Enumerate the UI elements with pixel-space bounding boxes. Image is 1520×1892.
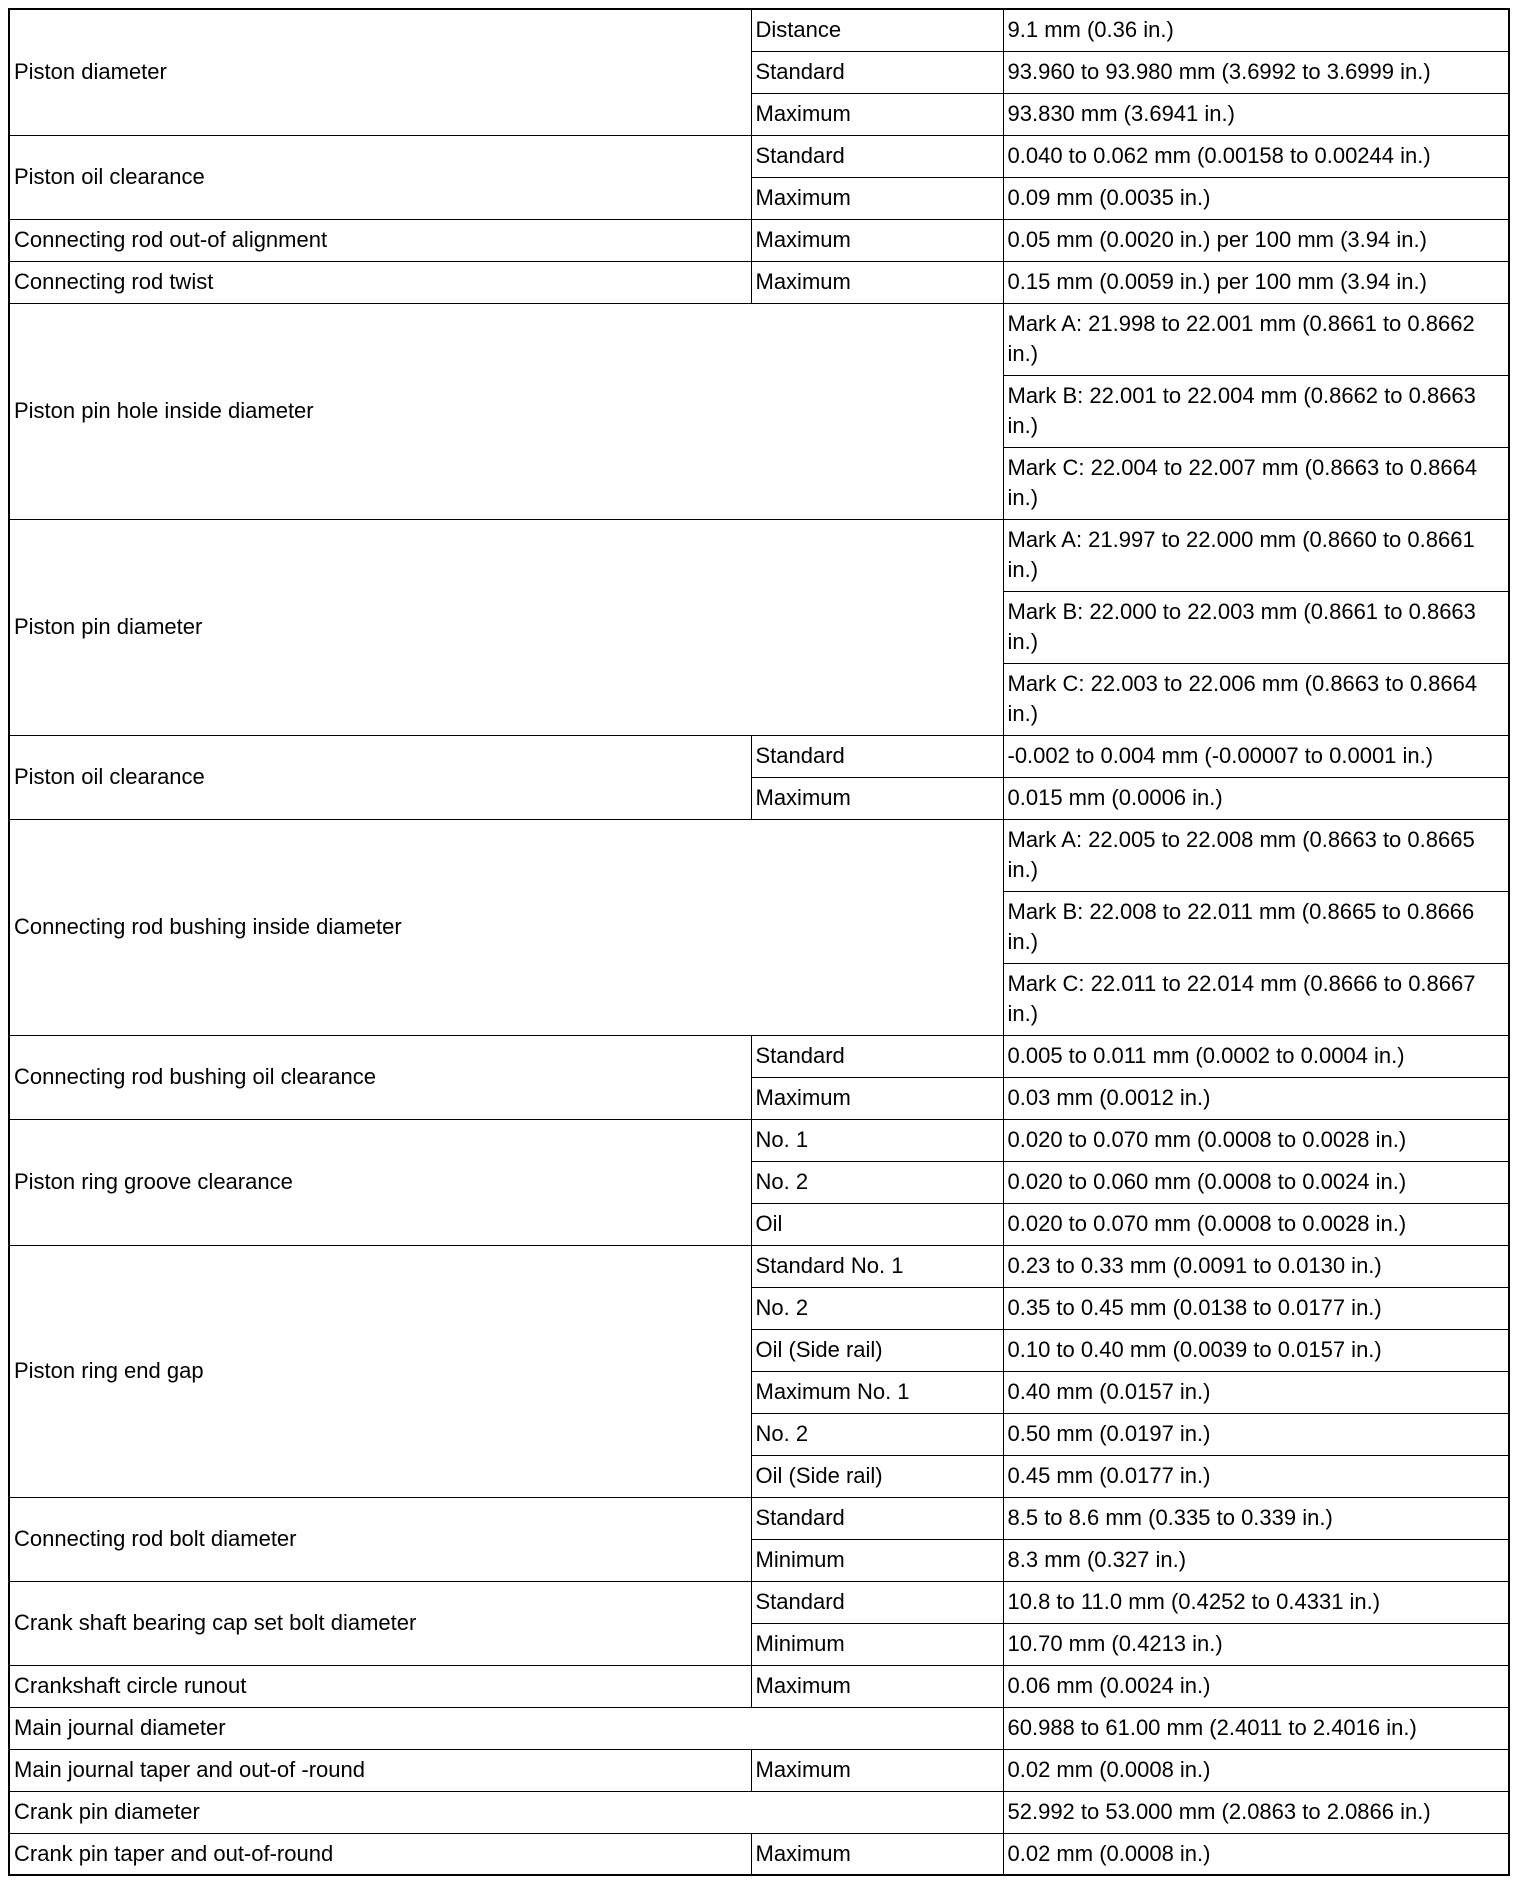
specification-table [8, 8, 1510, 1876]
spec-value-cell: 0.02 mm (0.0008 in.) [1003, 1833, 1509, 1875]
spec-item-cell: Connecting rod bolt diameter [9, 1497, 751, 1581]
spec-value-cell: 0.45 mm (0.0177 in.) [1003, 1455, 1509, 1497]
spec-item-cell: Connecting rod bushing oil clearance [9, 1035, 751, 1119]
spec-value-cell: 0.15 mm (0.0059 in.) per 100 mm (3.94 in.) [1003, 261, 1509, 303]
spec-item-cell: Crank pin taper and out-of-round [9, 1833, 751, 1875]
table-row [9, 1119, 1509, 1161]
spec-value-cell: 0.020 to 0.060 mm (0.0008 to 0.0024 in.) [1003, 1161, 1509, 1203]
spec-value-cell: Mark A: 22.005 to 22.008 mm (0.8663 to 0.8665 in.) [1003, 819, 1509, 891]
table-row [9, 1749, 1509, 1791]
spec-value-cell: 93.830 mm (3.6941 in.) [1003, 93, 1509, 135]
spec-item-cell: Crankshaft circle runout [9, 1665, 751, 1707]
spec-condition-cell: Oil [751, 1203, 1003, 1245]
table-row [9, 9, 1509, 51]
spec-value-cell: Mark B: 22.001 to 22.004 mm (0.8662 to 0.8663 in.) [1003, 375, 1509, 447]
table-row [9, 1245, 1509, 1287]
spec-value-cell: Mark A: 21.997 to 22.000 mm (0.8660 to 0.8661 in.) [1003, 519, 1509, 591]
spec-condition-cell: Standard [751, 1497, 1003, 1539]
spec-condition-cell: No. 2 [751, 1413, 1003, 1455]
spec-condition-cell: Standard No. 1 [751, 1245, 1003, 1287]
table-row [9, 1665, 1509, 1707]
spec-condition-cell: No. 1 [751, 1119, 1003, 1161]
spec-condition-cell: Maximum [751, 1077, 1003, 1119]
spec-value-cell: 8.5 to 8.6 mm (0.335 to 0.339 in.) [1003, 1497, 1509, 1539]
spec-condition-cell: Standard [751, 735, 1003, 777]
spec-condition-cell: Standard [751, 135, 1003, 177]
spec-value-cell: 0.02 mm (0.0008 in.) [1003, 1749, 1509, 1791]
spec-condition-cell: Maximum [751, 1749, 1003, 1791]
spec-value-cell: Mark C: 22.011 to 22.014 mm (0.8666 to 0.8667 in.) [1003, 963, 1509, 1035]
table-row [9, 1707, 1509, 1749]
spec-condition-cell: Maximum [751, 1665, 1003, 1707]
spec-value-cell: 0.10 to 0.40 mm (0.0039 to 0.0157 in.) [1003, 1329, 1509, 1371]
spec-value-cell: 93.960 to 93.980 mm (3.6992 to 3.6999 in.) [1003, 51, 1509, 93]
spec-item-cell: Connecting rod out-of alignment [9, 219, 751, 261]
table-row [9, 303, 1509, 375]
spec-item-cell: Crank shaft bearing cap set bolt diameter [9, 1581, 751, 1665]
spec-condition-cell: Maximum [751, 777, 1003, 819]
spec-sheet [8, 8, 1508, 1876]
spec-value-cell: 0.015 mm (0.0006 in.) [1003, 777, 1509, 819]
spec-condition-cell: Minimum [751, 1539, 1003, 1581]
table-row [9, 1791, 1509, 1833]
specification-table-body [9, 9, 1509, 1875]
spec-value-cell: -0.002 to 0.004 mm (-0.00007 to 0.0001 in.) [1003, 735, 1509, 777]
table-row [9, 1497, 1509, 1539]
spec-item-cell: Piston diameter [9, 9, 751, 135]
spec-item-cell: Piston oil clearance [9, 735, 751, 819]
spec-value-cell: Mark A: 21.998 to 22.001 mm (0.8661 to 0.8662 in.) [1003, 303, 1509, 375]
table-row [9, 819, 1509, 891]
spec-value-cell: Mark B: 22.000 to 22.003 mm (0.8661 to 0.8663 in.) [1003, 591, 1509, 663]
spec-value-cell: 0.005 to 0.011 mm (0.0002 to 0.0004 in.) [1003, 1035, 1509, 1077]
spec-condition-cell: Maximum [751, 1833, 1003, 1875]
table-row [9, 1581, 1509, 1623]
spec-condition-cell: Maximum [751, 219, 1003, 261]
table-row [9, 519, 1509, 591]
spec-value-cell: 0.040 to 0.062 mm (0.00158 to 0.00244 in.) [1003, 135, 1509, 177]
spec-value-cell: 9.1 mm (0.36 in.) [1003, 9, 1509, 51]
spec-value-cell: 0.03 mm (0.0012 in.) [1003, 1077, 1509, 1119]
spec-value-cell: Mark C: 22.003 to 22.006 mm (0.8663 to 0.8664 in.) [1003, 663, 1509, 735]
spec-condition-cell: Standard [751, 1581, 1003, 1623]
spec-item-cell: Main journal taper and out-of -round [9, 1749, 751, 1791]
spec-condition-cell: Oil (Side rail) [751, 1455, 1003, 1497]
table-row [9, 1833, 1509, 1875]
spec-condition-cell: Oil (Side rail) [751, 1329, 1003, 1371]
table-row [9, 135, 1509, 177]
spec-value-cell: 0.06 mm (0.0024 in.) [1003, 1665, 1509, 1707]
spec-value-cell: 10.8 to 11.0 mm (0.4252 to 0.4331 in.) [1003, 1581, 1509, 1623]
spec-value-cell: 0.35 to 0.45 mm (0.0138 to 0.0177 in.) [1003, 1287, 1509, 1329]
spec-item-cell: Crank pin diameter [9, 1791, 1003, 1833]
spec-item-cell: Connecting rod twist [9, 261, 751, 303]
spec-value-cell: 10.70 mm (0.4213 in.) [1003, 1623, 1509, 1665]
spec-condition-cell: No. 2 [751, 1287, 1003, 1329]
spec-item-cell: Piston ring groove clearance [9, 1119, 751, 1245]
spec-condition-cell: Minimum [751, 1623, 1003, 1665]
spec-item-cell: Piston pin hole inside diameter [9, 303, 1003, 519]
spec-item-cell: Piston pin diameter [9, 519, 1003, 735]
spec-value-cell: 0.09 mm (0.0035 in.) [1003, 177, 1509, 219]
spec-condition-cell: Distance [751, 9, 1003, 51]
table-row [9, 1035, 1509, 1077]
spec-value-cell: 0.23 to 0.33 mm (0.0091 to 0.0130 in.) [1003, 1245, 1509, 1287]
spec-condition-cell: No. 2 [751, 1161, 1003, 1203]
spec-value-cell: Mark B: 22.008 to 22.011 mm (0.8665 to 0.8666 in.) [1003, 891, 1509, 963]
spec-condition-cell: Standard [751, 51, 1003, 93]
spec-item-cell: Connecting rod bushing inside diameter [9, 819, 1003, 1035]
spec-value-cell: 52.992 to 53.000 mm (2.0863 to 2.0866 in.) [1003, 1791, 1509, 1833]
spec-value-cell: 0.50 mm (0.0197 in.) [1003, 1413, 1509, 1455]
spec-item-cell: Main journal diameter [9, 1707, 1003, 1749]
table-row [9, 219, 1509, 261]
spec-value-cell: 0.020 to 0.070 mm (0.0008 to 0.0028 in.) [1003, 1119, 1509, 1161]
table-row [9, 735, 1509, 777]
spec-condition-cell: Maximum No. 1 [751, 1371, 1003, 1413]
spec-condition-cell: Maximum [751, 177, 1003, 219]
spec-item-cell: Piston oil clearance [9, 135, 751, 219]
spec-condition-cell: Maximum [751, 261, 1003, 303]
spec-value-cell: Mark C: 22.004 to 22.007 mm (0.8663 to 0.8664 in.) [1003, 447, 1509, 519]
spec-condition-cell: Maximum [751, 93, 1003, 135]
spec-value-cell: 0.020 to 0.070 mm (0.0008 to 0.0028 in.) [1003, 1203, 1509, 1245]
spec-item-cell: Piston ring end gap [9, 1245, 751, 1497]
spec-value-cell: 0.40 mm (0.0157 in.) [1003, 1371, 1509, 1413]
spec-value-cell: 0.05 mm (0.0020 in.) per 100 mm (3.94 in.) [1003, 219, 1509, 261]
spec-value-cell: 8.3 mm (0.327 in.) [1003, 1539, 1509, 1581]
spec-value-cell: 60.988 to 61.00 mm (2.4011 to 2.4016 in.) [1003, 1707, 1509, 1749]
table-row [9, 261, 1509, 303]
spec-condition-cell: Standard [751, 1035, 1003, 1077]
